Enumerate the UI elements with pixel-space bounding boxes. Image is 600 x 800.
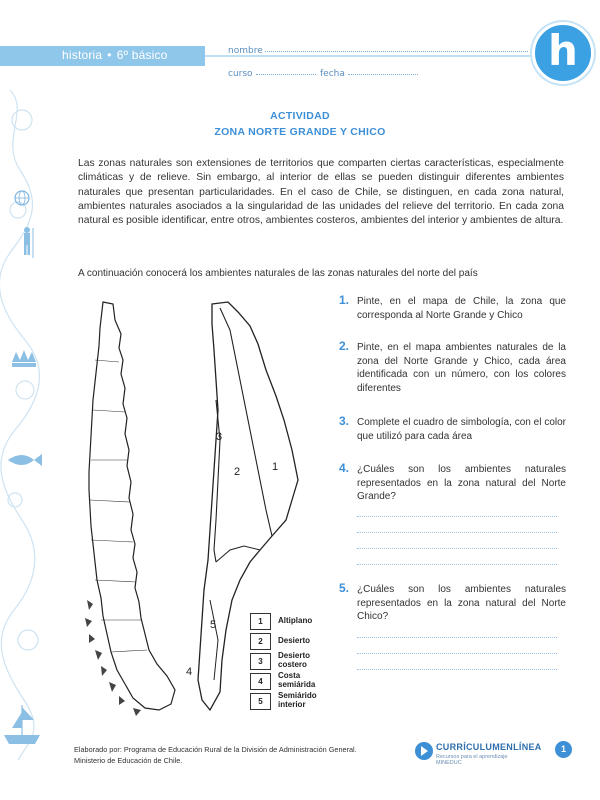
logo-letter: h: [548, 26, 578, 75]
map-label-4: 4: [186, 666, 193, 678]
legend-swatch[interactable]: 1: [250, 613, 271, 630]
answer-line[interactable]: [357, 563, 557, 565]
question-number: 2.: [339, 339, 350, 353]
map-label-3: 3: [216, 431, 223, 443]
map-label-5: 5: [210, 619, 217, 631]
footer-credits: [74, 744, 357, 766]
credit-line-1: Elaborado por: Programa de Educación Rural de la División de Administración General.: [74, 745, 357, 754]
soldier-figure-icon: [24, 227, 33, 258]
name-label: nombre: [228, 46, 263, 56]
question-text: ¿Cuáles son los ambientes naturales representados en la zona natural del Norte Chico?: [357, 584, 566, 622]
answer-area-5[interactable]: [357, 636, 557, 670]
map-label-1: 1: [272, 461, 279, 473]
question-5: [339, 581, 566, 624]
answer-line[interactable]: [357, 547, 557, 549]
legend-label: Desierto costero: [278, 651, 311, 669]
grade-label: 6º básico: [116, 48, 168, 62]
activity-subtitle: ZONA NORTE GRANDE Y CHICO: [214, 126, 386, 138]
name-field[interactable]: [228, 40, 528, 58]
fish-icon: [8, 454, 42, 466]
question-1: [339, 293, 566, 322]
decorative-strip: [0, 80, 45, 760]
legend-swatch[interactable]: 4: [250, 673, 271, 690]
legend-label: Semiárido interior: [278, 691, 317, 709]
legend-label: Altiplano: [278, 616, 313, 625]
question-number: 3.: [339, 414, 350, 428]
legend-swatch[interactable]: 2: [250, 633, 271, 650]
chile-map: [75, 300, 185, 720]
map-label-2: 2: [234, 466, 241, 478]
crown-icon: [12, 350, 36, 367]
legend-swatch[interactable]: 5: [250, 693, 271, 710]
answer-area-4[interactable]: [357, 515, 557, 565]
course-label: curso: [228, 69, 253, 79]
name-line[interactable]: [265, 42, 528, 52]
intro-paragraph: Las zonas naturales son extensiones de territorios que comparten ciertas características, especialmente climáticas y de relieve. Sin embargo, al interior de ellas se pueden distinguir diferentes ambientes naturales que presentan particularidades. En el caso de Chile, se distinguen, en cada zona natural, ambientes naturales asociados a la singularidad de las unidades del relieve del territorio. En cada zona natural es posible identificar, entre otros, ambientes costeros, ambientes del interior y ambientes de altura.: [78, 158, 564, 227]
answer-line[interactable]: [357, 668, 557, 670]
subject-name: historia: [62, 48, 103, 62]
question-text: Pinte, en el mapa de Chile, la zona que corresponda al Norte Grande y Chico: [357, 296, 566, 321]
course-line[interactable]: [256, 65, 316, 75]
date-label: fecha: [320, 69, 345, 79]
activity-title: ACTIVIDAD: [270, 110, 330, 122]
question-3: [339, 414, 566, 443]
question-4: [339, 461, 566, 504]
question-number: 1.: [339, 293, 350, 307]
answer-line[interactable]: [357, 636, 557, 638]
brand-tagline: Recursos para el aprendizaje MINEDUC: [436, 754, 508, 766]
question-number: 5.: [339, 581, 350, 595]
date-line[interactable]: [348, 65, 418, 75]
question-2: [339, 339, 566, 395]
credit-line-2: Ministerio de Educación de Chile.: [74, 756, 183, 765]
legend-label: Costa semiárida: [278, 671, 316, 689]
question-text: Pinte, en el mapa ambientes naturales de la zona del Norte Grande y Chico, cada área identificada con un número, con los colores diferentes: [357, 342, 566, 394]
date-field[interactable]: [320, 63, 430, 81]
page-number: 1: [555, 741, 572, 758]
answer-line[interactable]: [357, 652, 557, 654]
answer-line[interactable]: [357, 515, 557, 517]
separator-dot: •: [107, 48, 112, 62]
question-text: ¿Cuáles son los ambientes naturales representados en la zona natural del Norte Grande?: [357, 464, 566, 502]
curriculum-arrow-icon: [414, 741, 434, 761]
legend-swatch[interactable]: 3: [250, 653, 271, 670]
brand-name: CURRÍCULUMENLÍNEA: [436, 742, 542, 752]
instruction-text: A continuación conocerá los ambientes naturales de las zonas naturales del norte del país: [78, 268, 478, 279]
curriculum-en-linea-logo: [414, 739, 542, 769]
subject-label: [62, 48, 168, 62]
ship-icon: [4, 705, 40, 744]
answer-line[interactable]: [357, 531, 557, 533]
hist-logo: [532, 22, 594, 84]
question-text: Complete el cuadro de simbología, con el color que utilizó para cada área: [357, 417, 566, 442]
question-number: 4.: [339, 461, 350, 475]
legend-label: Desierto: [278, 636, 311, 645]
